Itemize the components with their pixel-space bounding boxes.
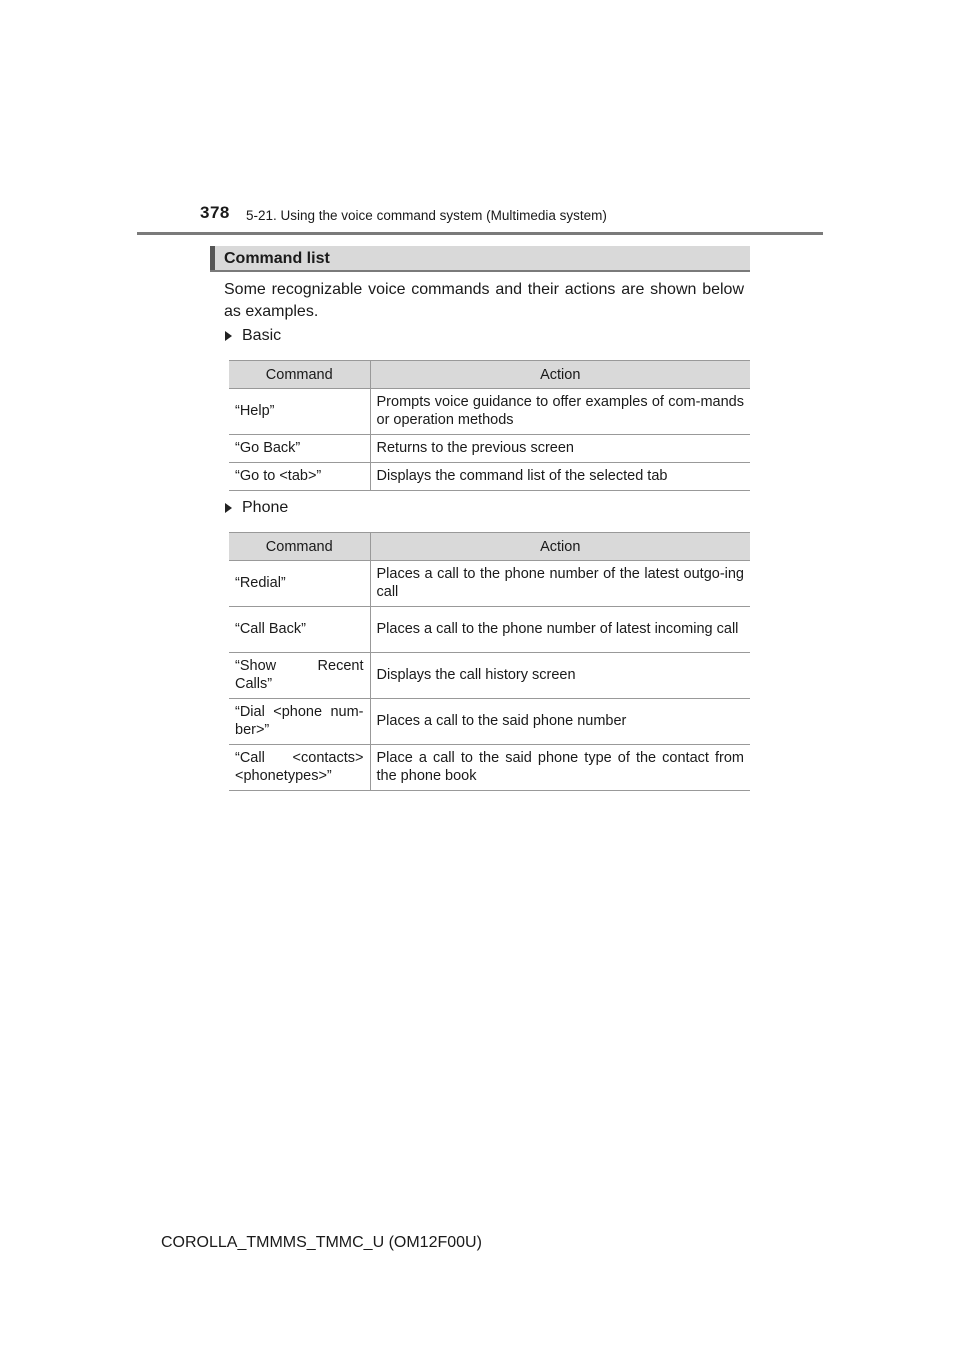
table-row [229,435,750,463]
table-header-row [229,361,750,389]
action-cell: Prompts voice guidance to offer examples of com-mands or operation methods [370,389,750,435]
action-cell: Displays the command list of the selected tab [370,463,750,491]
footer-model-code: COROLLA_TMMMS_TMMC_U (OM12F00U) [161,1234,482,1251]
action-cell: Returns to the previous screen [370,435,750,463]
table-row [229,699,750,745]
table-header-row [229,533,750,561]
action-cell: Displays the call history screen [370,653,750,699]
phone-command-table [229,532,750,791]
action-cell: Place a call to the said phone type of the contact from the phone book [370,745,750,791]
command-cell: “Go Back” [229,435,370,463]
command-cell: “Call Back” [229,607,370,653]
command-cell: “Show Recent Calls” [229,653,370,699]
command-cell: “Go to <tab>” [229,463,370,491]
section-title-bar [210,246,750,272]
command-cell: “Dial <phone num-ber>” [229,699,370,745]
command-cell: “Redial” [229,561,370,607]
table-row [229,389,750,435]
table-row [229,561,750,607]
section-header: 5-21. Using the voice command system (Multimedia system) [246,208,607,223]
command-cell: “Help” [229,389,370,435]
header-rule [137,232,823,235]
table-row [229,463,750,491]
column-header-action: Action [370,533,750,561]
command-cell: “Call <contacts> <phonetypes>” [229,745,370,791]
page-number: 378 [200,203,230,222]
section-title: Command list [224,250,330,267]
column-header-action: Action [370,361,750,389]
basic-command-table [229,360,750,491]
arrow-right-icon [225,503,232,513]
column-header-command: Command [229,533,370,561]
column-header-command: Command [229,361,370,389]
title-marker [210,246,215,270]
action-cell: Places a call to the said phone number [370,699,750,745]
table-row [229,653,750,699]
bullet-label: Basic [242,327,282,344]
bullet-basic [225,327,281,345]
bullet-label: Phone [242,499,289,516]
table-row [229,607,750,653]
intro-paragraph: Some recognizable voice commands and their actions are shown below as examples. [224,281,744,320]
table-row [229,745,750,791]
action-cell: Places a call to the phone number of latest incoming call [370,607,750,653]
bullet-phone [225,499,288,517]
arrow-right-icon [225,331,232,341]
action-cell: Places a call to the phone number of the latest outgo-ing call [370,561,750,607]
